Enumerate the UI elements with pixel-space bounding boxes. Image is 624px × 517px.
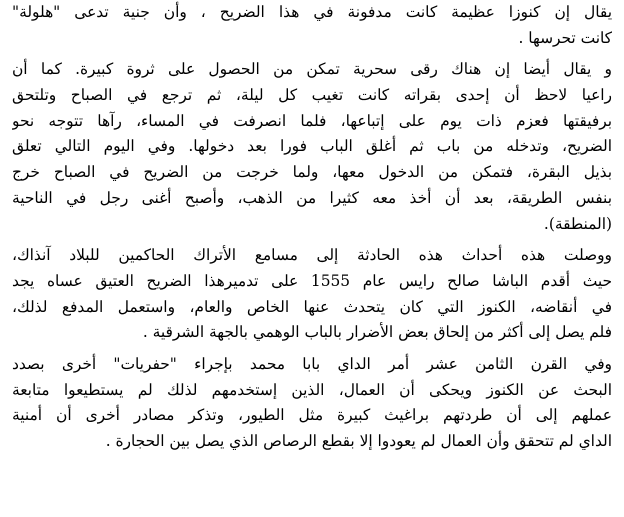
paragraph [12, 352, 612, 455]
text-line: في أنقاضه، الكنوز التي كان يتحدث عنها الخاص والعام، واستعمل المدفع لذلك، [12, 297, 612, 316]
text-line: حيث أقدم الباشا صالح رايس عام 1555 على تدميرهذا الضريح العتيق عساه يجد [12, 271, 612, 290]
text-line: كانت تحرسها . [518, 28, 612, 47]
paragraph [12, 57, 612, 237]
text-line: فلم يصل إلى أكثر من إلحاق بعض الأضرار بالباب الوهمي بالجهة الشرقية . [142, 323, 612, 342]
text-line: ووصلت هذه أحداث هذه الحادثة إلى مسامع الأتراك الحاكمين للبلاد آنذاك، [12, 246, 612, 265]
paragraph [12, 0, 612, 51]
text-line: الداي لم تتحقق وأن العمال لم يعودوا إلا بقطع الرصاص الذي يصل بين الحجارة . [105, 432, 612, 450]
text-line: برفيقتها فعزم ذات يوم على إتباعها، فلما انصرفت في المساء، رآها تتوجه نحو [12, 111, 612, 130]
text-line: راعيا لاحظ أن إحدى بقراته كانت تغيب كل ليلة، ثم ترجع في الصباح وتلتحق [12, 86, 612, 105]
text-line: عملهم إلى أن طردتهم براغيث كبيرة مثل الطيور، وتذكر مصادر أخرى أن أمنية [12, 406, 612, 425]
text-line: و يقال أيضا إن هناك رقى سحرية تمكن من الحصول على ثروة كبيرة. كما أن [12, 60, 612, 79]
text-line: بنفس الطريقة، بعد أن أخذ معه كثيرا من الذهب، وأصبح أغنى رجل في الناحية [12, 188, 612, 207]
text-line: يقال إن كنوزا عظيمة كانت مدفونة في هذا الضريح ، وأن جنية تدعى "هلولة" [12, 3, 612, 21]
text-line: الضريح، وتدخله من باب ثم أغلق الباب فورا بعد دخولها. وفي اليوم التالي تعلق [12, 137, 612, 156]
text-line: (المنطقة). [543, 214, 612, 233]
text-line: وفي القرن الثامن عشر أمر الداي بابا محمد بإجراء "حفريات" أخرى بصدد [12, 354, 612, 373]
paragraph [12, 243, 612, 346]
text-line: البحث عن الكنوز ويحكى أن العمال، الذين إستخدمهم لذلك لم يستطيعوا متابعة [12, 380, 612, 399]
text-line: بذيل البقرة، فتمكن من الدخول معها، ولما خرجت من الضريح في الصباح خرج [12, 163, 612, 182]
